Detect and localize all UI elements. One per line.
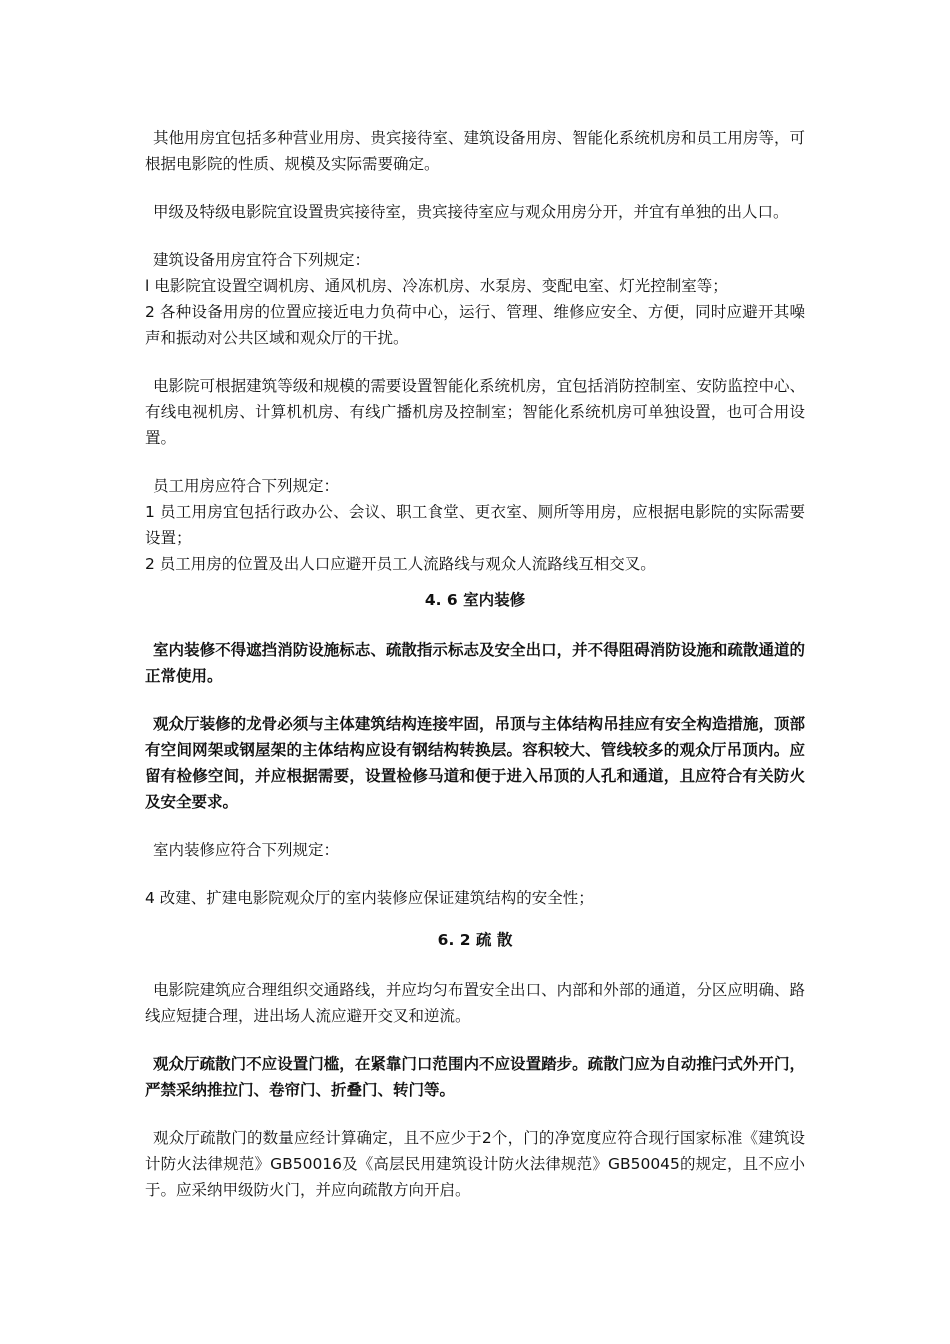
paragraph-other-rooms: 其他用房宜包括多种营业用房、贵宾接待室、建筑设备用房、智能化系统机房和员工用房等，可根据电影院的性质、规模及实际需要确定。 — [145, 129, 805, 173]
paragraph-interior-no-block: 室内装修不得遮挡消防设施标志、疏散指示标志及安全出口，并不得阻碍消防设施和疏散通道的正常使用。 — [145, 641, 805, 685]
section-heading-interior: 4. 6 室内装修 — [424, 591, 526, 609]
paragraph-interior-rules-title: 室内装修应符合下列规定： — [153, 841, 340, 859]
list-item-interior-4: 4 改建、扩建电影院观众厅的室内装修应保证建筑结构的安全性； — [145, 889, 594, 907]
list-item-staff-1: 1 员工用房宜包括行政办公、会议、职工食堂、更衣室、厕所等用房，应根据电影院的实际需要设置； — [145, 503, 805, 547]
paragraph-staff-title: 员工用房应符合下列规定： — [153, 477, 340, 495]
paragraph-equipment-title: 建筑设备用房宜符合下列规定： — [153, 251, 371, 269]
paragraph-traffic-routes: 电影院建筑应合理组织交通路线，并应均匀布置安全出口、内部和外部的通道，分区应明确、路线应短捷合理，进出场人流应避开交叉和逆流。 — [145, 981, 805, 1025]
paragraph-ceiling-structure: 观众厅装修的龙骨必须与主体建筑结构连接牢固，吊顶与主体结构吊挂应有安全构造措施，顶部有空间网架或钢屋架的主体结构应设有钢结构转换层。容积较大、管线较多的观众厅吊顶内。应留有检修空间，并应根据需要，设置检修马道和便于进入吊顶的人孔和通道，且应符合有关防火及安全要求。 — [145, 715, 805, 811]
document-page — [145, 125, 805, 1203]
list-item-equipment-2: 2 各种设备用房的位置应接近电力负荷中心，运行、管理、维修应安全、方便，同时应避开其噪声和振动对公共区域和观众厅的干扰。 — [145, 303, 805, 347]
paragraph-door-count: 观众厅疏散门的数量应经计算确定，且不应少于2个，门的净宽度应符合现行国家标准《建筑设计防火法律规范》GB50016及《高层民用建筑设计防火法律规范》GB50045的规定，且不应小于。应采纳甲级防火门，并应向疏散方向开启。 — [145, 1129, 805, 1199]
list-item-equipment-1: l 电影院宜设置空调机房、通风机房、冷冻机房、水泵房、变配电室、灯光控制室等； — [145, 277, 728, 295]
paragraph-vip-room: 甲级及特级电影院宜设置贵宾接待室，贵宾接待室应与观众用房分开，并宜有单独的出人口。 — [153, 203, 789, 221]
list-item-staff-2: 2 员工用房的位置及出人口应避开员工人流路线与观众人流路线互相交叉。 — [145, 555, 656, 573]
section-heading-evacuation: 6. 2 疏 散 — [437, 931, 513, 949]
paragraph-evacuation-doors: 观众厅疏散门不应设置门槛，在紧靠门口范围内不应设置踏步。疏散门应为自动推闩式外开门，严禁采纳推拉门、卷帘门、折叠门、转门等。 — [145, 1055, 805, 1099]
paragraph-intelligent-systems: 电影院可根据建筑等级和规模的需要设置智能化系统机房，宜包括消防控制室、安防监控中心、有线电视机房、计算机机房、有线广播机房及控制室；智能化系统机房可单独设置，也可合用设置。 — [145, 377, 805, 447]
